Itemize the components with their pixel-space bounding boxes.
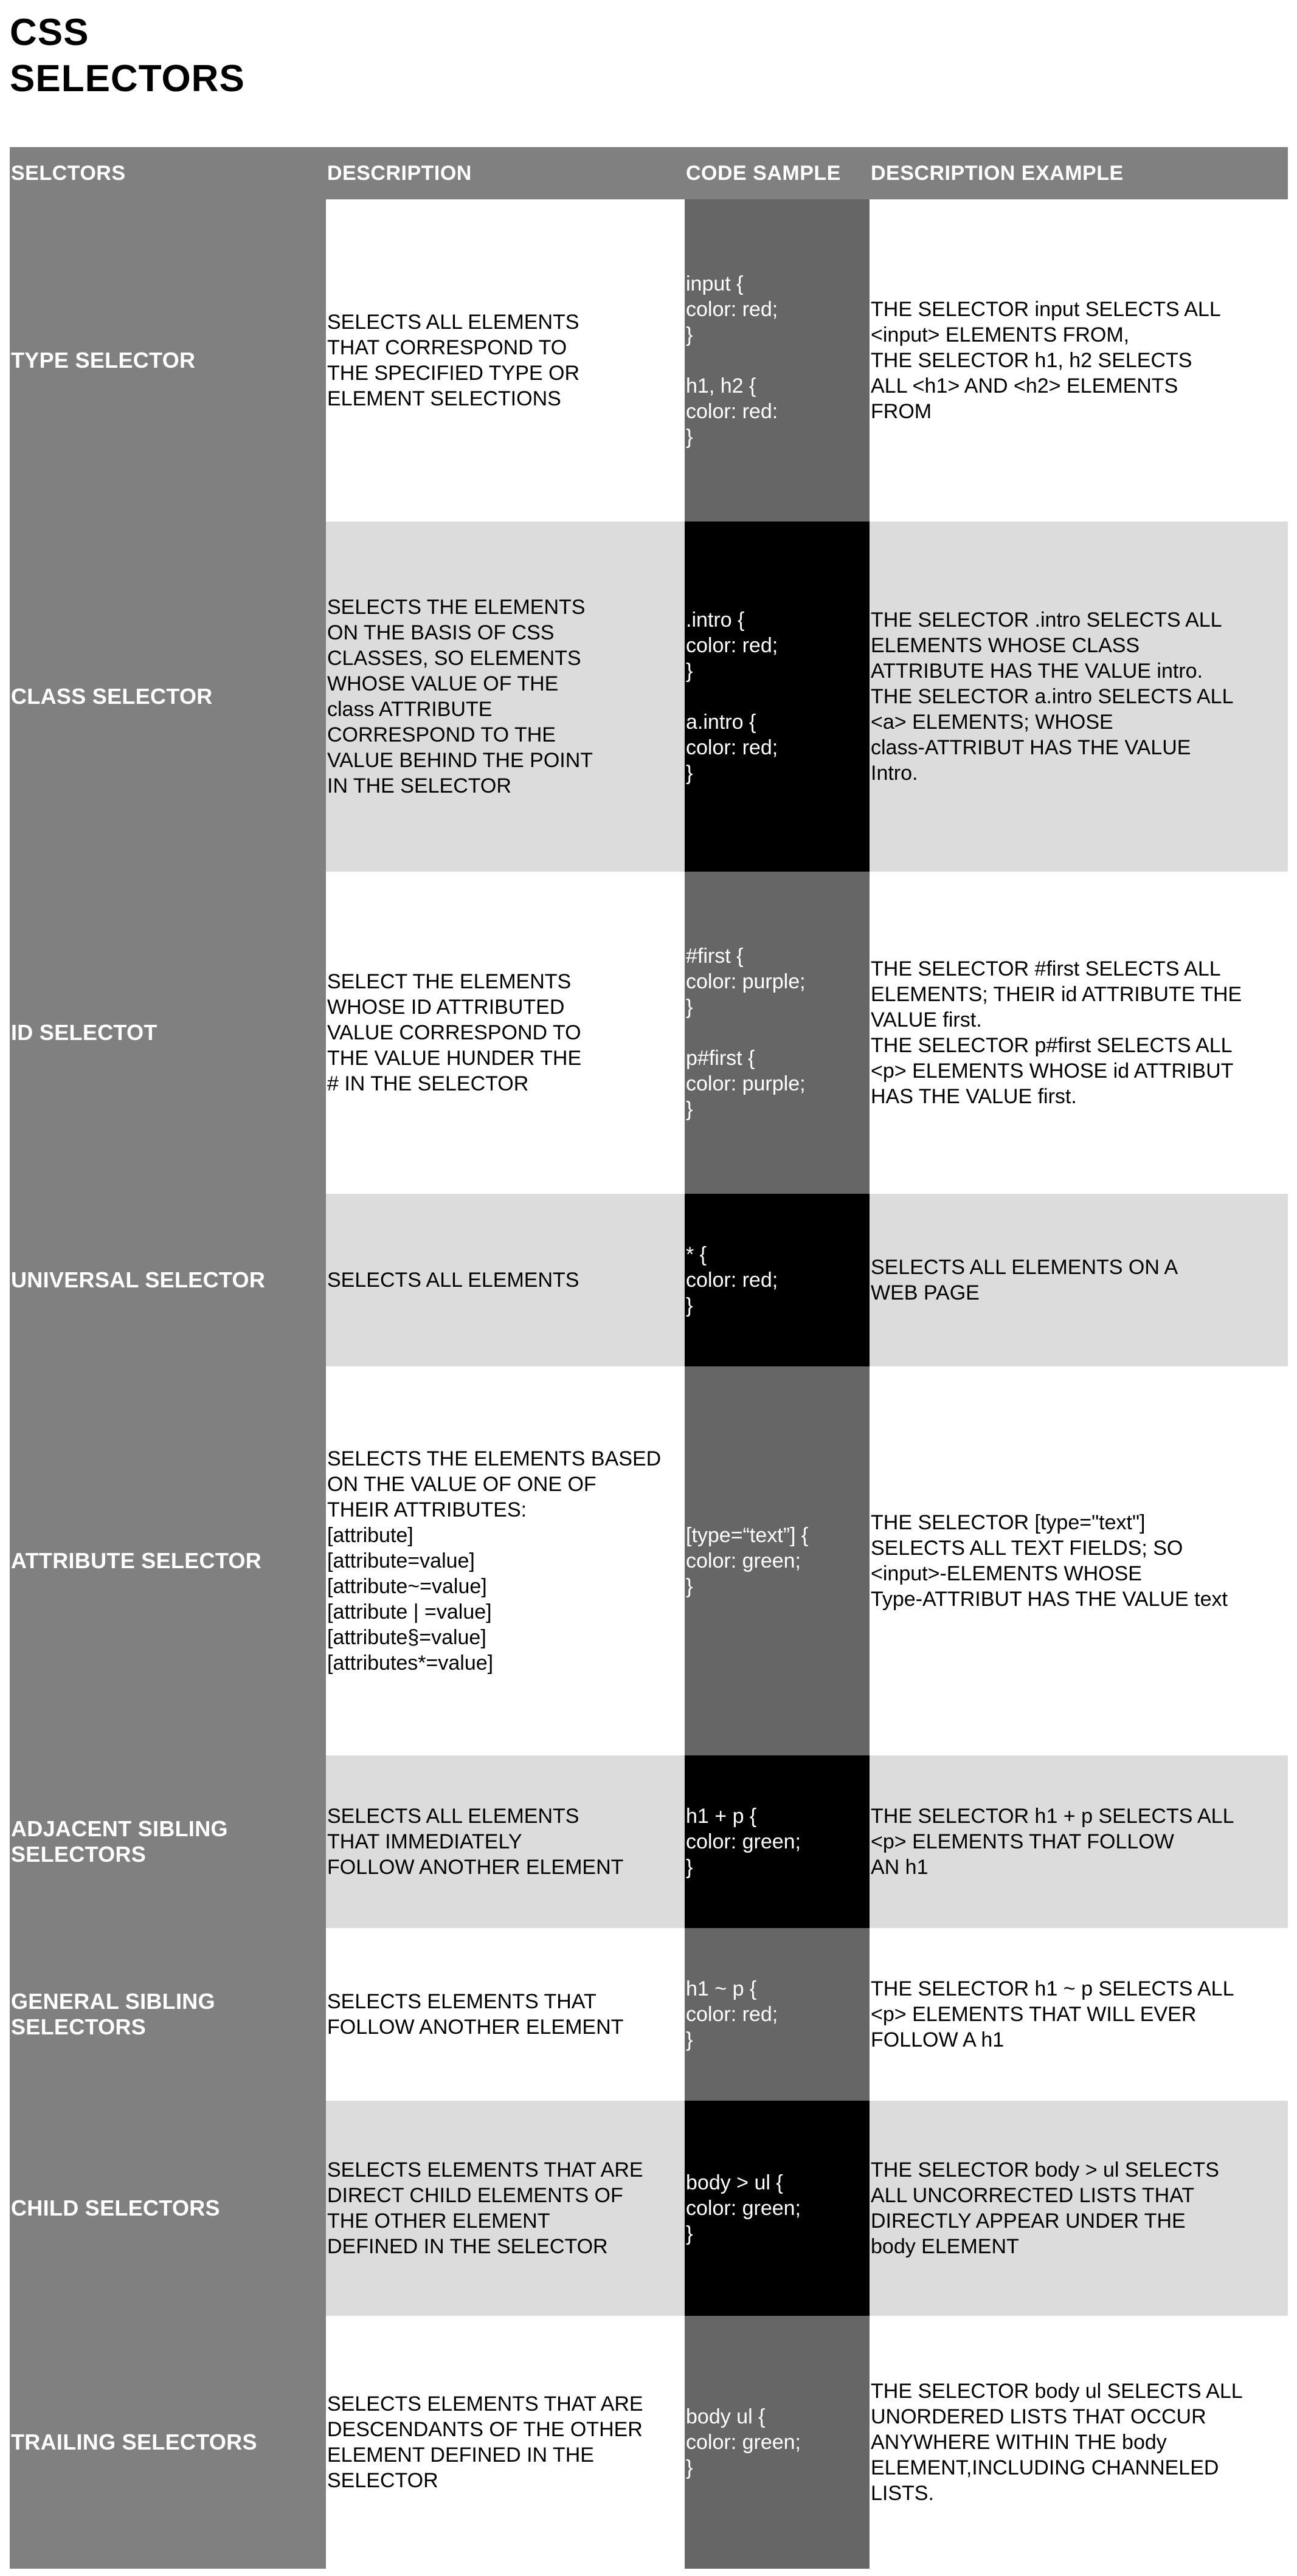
selector-description: SELECTS ELEMENTS THAT ARE DESCENDANTS OF THE OTHER ELEMENT DEFINED IN THE SELECTOR xyxy=(326,2316,685,2569)
code-sample: body ul { color: green; } xyxy=(685,2316,870,2569)
selector-description: SELECT THE ELEMENTS WHOSE ID ATTRIBUTED VALUE CORRESPOND TO THE VALUE HUNDER THE # IN THE SELECTOR xyxy=(326,872,685,1194)
selectors-table-wrapper xyxy=(10,147,1288,2569)
table-row xyxy=(10,1928,1288,2101)
table-header xyxy=(10,147,1288,199)
description-example: THE SELECTOR body ul SELECTS ALL UNORDERED LISTS THAT OCCUR ANYWHERE WITHIN THE body ELEMENT,INCLUDING CHANNELED LISTS. xyxy=(870,2316,1288,2569)
code-sample: h1 + p { color: green; } xyxy=(685,1755,870,1928)
table-body xyxy=(10,199,1288,2569)
description-example: THE SELECTOR h1 + p SELECTS ALL <p> ELEMENTS THAT FOLLOW AN h1 xyxy=(870,1755,1288,1928)
description-example: THE SELECTOR #first SELECTS ALL ELEMENTS; THEIR id ATTRIBUTE THE VALUE first. THE SELECTOR p#first SELECTS ALL <p> ELEMENTS WHOSE id ATTRIBUT HAS THE VALUE first. xyxy=(870,872,1288,1194)
code-sample: .intro { color: red; } a.intro { color: red; } xyxy=(685,522,870,872)
header-description-example: DESCRIPTION EXAMPLE xyxy=(870,147,1288,199)
selector-name: GENERAL SIBLING SELECTORS xyxy=(10,1928,326,2101)
selector-description: SELECTS ELEMENTS THAT ARE DIRECT CHILD ELEMENTS OF THE OTHER ELEMENT DEFINED IN THE SELECTOR xyxy=(326,2101,685,2316)
code-sample: h1 ~ p { color: red; } xyxy=(685,1928,870,2101)
selector-description: SELECTS ALL ELEMENTS THAT IMMEDIATELY FOLLOW ANOTHER ELEMENT xyxy=(326,1755,685,1928)
header-description: DESCRIPTION xyxy=(326,147,685,199)
description-example: THE SELECTOR body > ul SELECTS ALL UNCORRECTED LISTS THAT DIRECTLY APPEAR UNDER THE body ELEMENT xyxy=(870,2101,1288,2316)
selector-name: TYPE SELECTOR xyxy=(10,199,326,522)
selector-description: SELECTS THE ELEMENTS ON THE BASIS OF CSS CLASSES, SO ELEMENTS WHOSE VALUE OF THE class ATTRIBUTE CORRESPOND TO THE VALUE BEHIND THE POINT IN THE SELECTOR xyxy=(326,522,685,872)
selector-description: SELECTS ALL ELEMENTS THAT CORRESPOND TO THE SPECIFIED TYPE OR ELEMENT SELECTIONS xyxy=(326,199,685,522)
selector-name: UNIVERSAL SELECTOR xyxy=(10,1194,326,1366)
selector-name: CLASS SELECTOR xyxy=(10,522,326,872)
code-sample: #first { color: purple; } p#first { color: purple; } xyxy=(685,872,870,1194)
description-example: THE SELECTOR .intro SELECTS ALL ELEMENTS WHOSE CLASS ATTRIBUTE HAS THE VALUE intro. THE SELECTOR a.intro SELECTS ALL <a> ELEMENTS; WHOSE class-ATTRIBUT HAS THE VALUE Intro. xyxy=(870,522,1288,872)
selector-description: SELECTS ALL ELEMENTS xyxy=(326,1194,685,1366)
selector-name: ADJACENT SIBLING SELECTORS xyxy=(10,1755,326,1928)
page-title-line-2: SELECTORS xyxy=(10,58,245,100)
selectors-table xyxy=(10,147,1288,2569)
page-title-line-1: CSS xyxy=(10,12,89,53)
selector-name: TRAILING SELECTORS xyxy=(10,2316,326,2569)
table-row xyxy=(10,1755,1288,1928)
table-row xyxy=(10,872,1288,1194)
table-row xyxy=(10,2316,1288,2569)
description-example: THE SELECTOR h1 ~ p SELECTS ALL <p> ELEMENTS THAT WILL EVER FOLLOW A h1 xyxy=(870,1928,1288,2101)
description-example: SELECTS ALL ELEMENTS ON A WEB PAGE xyxy=(870,1194,1288,1366)
code-sample: body > ul { color: green; } xyxy=(685,2101,870,2316)
table-row xyxy=(10,1194,1288,1366)
table-row xyxy=(10,2101,1288,2316)
table-row xyxy=(10,522,1288,872)
header-selectors: SELCTORS xyxy=(10,147,326,199)
header-code-sample: CODE SAMPLE xyxy=(685,147,870,199)
selector-description: SELECTS ELEMENTS THAT FOLLOW ANOTHER ELEMENT xyxy=(326,1928,685,2101)
selector-name: ID SELECTOT xyxy=(10,872,326,1194)
table-header-row xyxy=(10,147,1288,199)
selector-name: ATTRIBUTE SELECTOR xyxy=(10,1366,326,1755)
table-row xyxy=(10,1366,1288,1755)
description-example: THE SELECTOR input SELECTS ALL <input> ELEMENTS FROM, THE SELECTOR h1, h2 SELECTS ALL <h1> AND <h2> ELEMENTS FROM xyxy=(870,199,1288,522)
page-title xyxy=(10,10,245,102)
code-sample: [type=“text”] { color: green; } xyxy=(685,1366,870,1755)
selector-name: CHILD SELECTORS xyxy=(10,2101,326,2316)
selector-description: SELECTS THE ELEMENTS BASED ON THE VALUE OF ONE OF THEIR ATTRIBUTES: [attribute] [attribute=value] [attribute~=value] [attribute | =value] [attribute§=value] [attributes*=value] xyxy=(326,1366,685,1755)
code-sample: input { color: red; } h1, h2 { color: red: } xyxy=(685,199,870,522)
description-example: THE SELECTOR [type="text"] SELECTS ALL TEXT FIELDS; SO <input>-ELEMENTS WHOSE Type-ATTRIBUT HAS THE VALUE text xyxy=(870,1366,1288,1755)
table-row xyxy=(10,199,1288,522)
code-sample: * { color: red; } xyxy=(685,1194,870,1366)
